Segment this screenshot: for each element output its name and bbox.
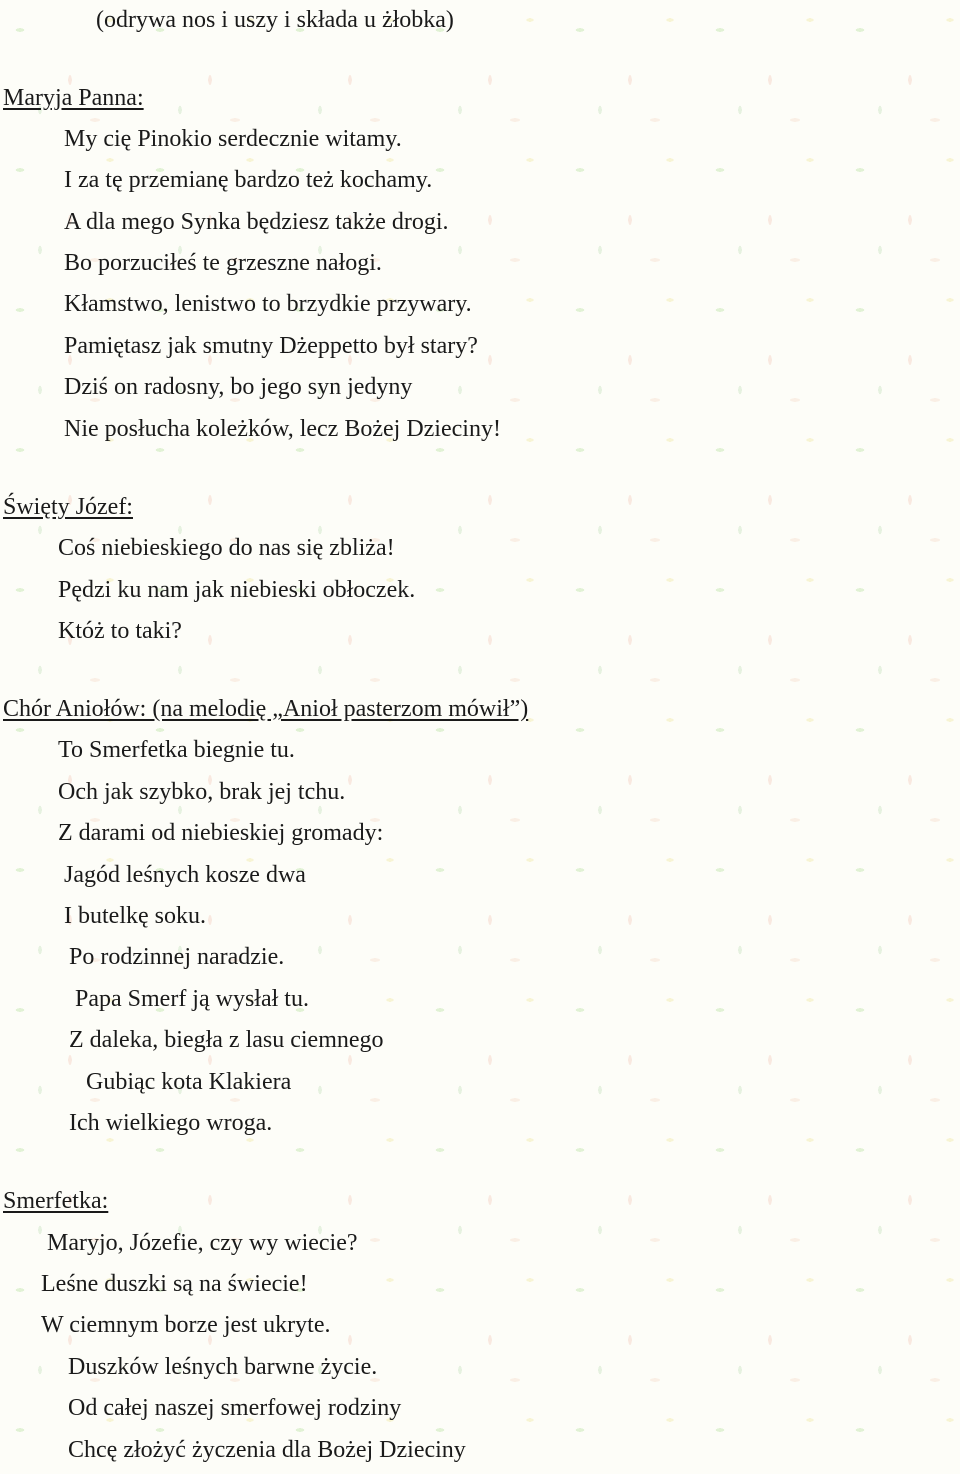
verse-line: Od całej naszej smerfowej rodziny <box>68 1395 402 1421</box>
verse-line: To Smerfetka biegnie tu. <box>58 737 295 763</box>
verse-line: I za tę przemianę bardzo też kochamy. <box>64 167 433 193</box>
verse-line: My cię Pinokio serdecznie witamy. <box>64 126 402 152</box>
verse-line: A dla mego Synka będziesz także drogi. <box>64 209 449 235</box>
verse-line: Ich wielkiego wroga. <box>69 1110 273 1136</box>
verse-line: Papa Smerf ją wysłał tu. <box>75 986 309 1012</box>
verse-line: Pędzi ku nam jak niebieski obłoczek. <box>58 577 416 603</box>
verse-line: Leśne duszki są na świecie! <box>41 1271 308 1297</box>
verse-line: Pamiętasz jak smutny Dżeppetto był stary? <box>64 333 478 359</box>
verse-line: W ciemnym borze jest ukryte. <box>41 1312 331 1338</box>
stage-direction: (odrywa nos i uszy i składa u żłobka) <box>96 7 454 33</box>
speaker-chor-aniolow: Chór Aniołów: (na melodię „Anioł pasterzom mówił”) <box>3 696 529 722</box>
verse-line: Gubiąc kota Klakiera <box>86 1069 292 1095</box>
verse-line: Z darami od niebieskiej gromady: <box>58 820 384 846</box>
verse-line: Któż to taki? <box>58 618 182 644</box>
speaker-swiety-jozef: Święty Józef: <box>3 494 133 520</box>
verse-line: Kłamstwo, lenistwo to brzydkie przywary. <box>64 291 472 317</box>
verse-line: Bo porzuciłeś te grzeszne nałogi. <box>64 250 382 276</box>
verse-line: Nie posłucha koleżków, lecz Bożej Dzieciny! <box>64 416 501 442</box>
verse-line: Dziś on radosny, bo jego syn jedyny <box>64 374 413 400</box>
verse-line: Chcę złożyć życzenia dla Bożej Dzieciny <box>68 1437 466 1463</box>
verse-line: Duszków leśnych barwne życie. <box>68 1354 378 1380</box>
speaker-maryja-panna: Maryja Panna: <box>3 85 144 111</box>
verse-line: I butelkę soku. <box>64 903 206 929</box>
verse-line: Po rodzinnej naradzie. <box>69 944 285 970</box>
verse-line: Coś niebieskiego do nas się zbliża! <box>58 535 395 561</box>
verse-line: Jagód leśnych kosze dwa <box>64 862 306 888</box>
verse-line: Maryjo, Józefie, czy wy wiecie? <box>47 1230 358 1256</box>
verse-line: Och jak szybko, brak jej tchu. <box>58 779 346 805</box>
verse-line: Z daleka, biegła z lasu ciemnego <box>69 1027 384 1053</box>
speaker-smerfetka: Smerfetka: <box>3 1188 109 1214</box>
